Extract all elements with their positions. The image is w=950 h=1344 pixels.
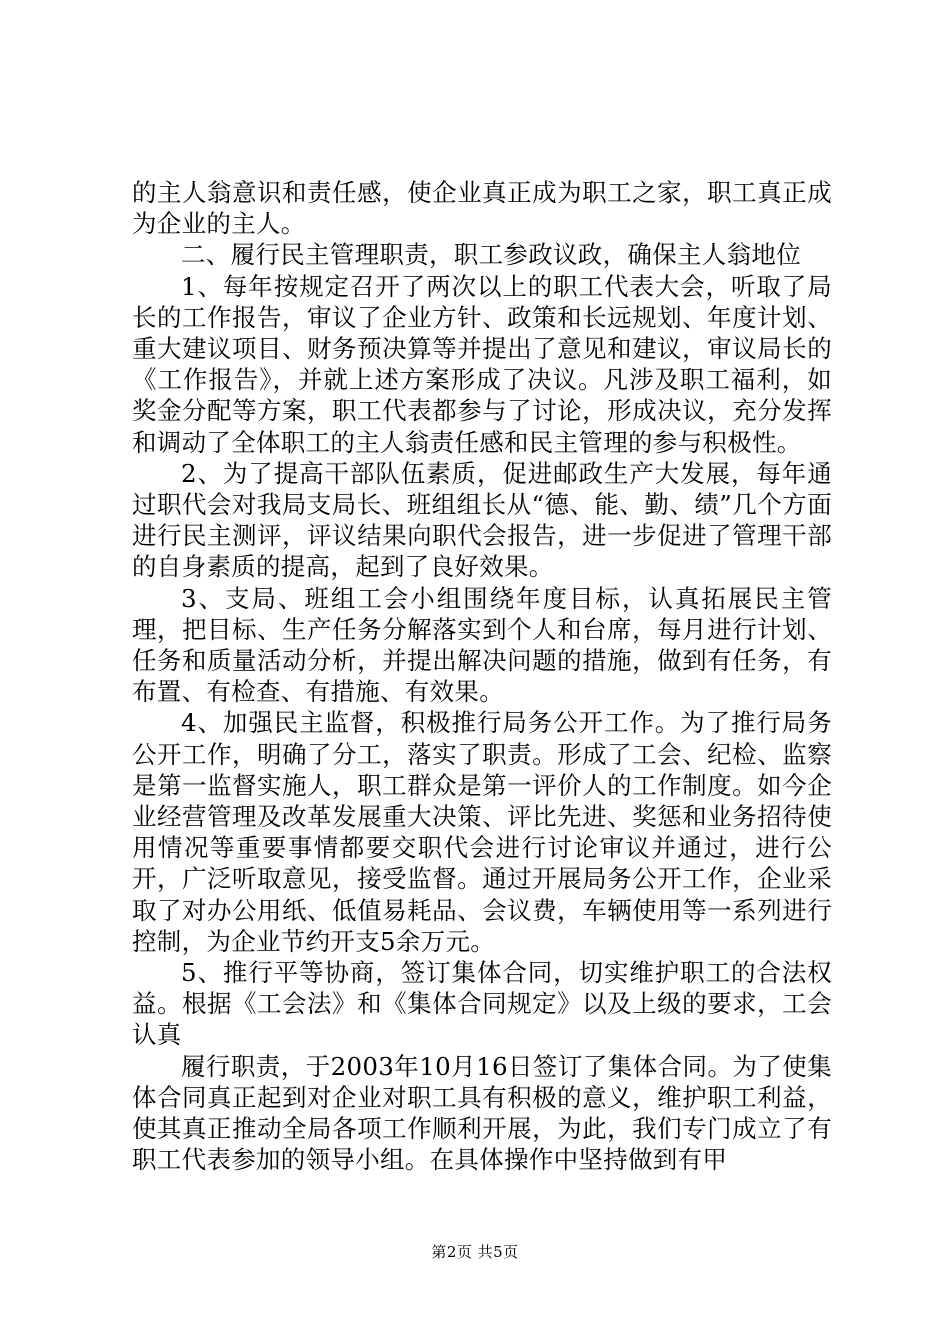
paragraph-item-1: 1、每年按规定召开了两次以上的职工代表大会，听取了局长的工作报告，审议了企业方针、政策和长远规划、年度计划、重大建议项目、财务预决算等并提出了意见和建议，审议局长的《工作报告》，并就上述方案形成了决议。凡涉及职工福利，如奖金分配等方案，职工代表都参与了讨论，形成决议，充分发挥和调动了全体职工的主人翁责任感和民主管理的参与积极性。 [132,271,832,457]
paragraph-item-4: 4、加强民主监督，积极推行局务公开工作。为了推行局务公开工作，明确了分工，落实了职责。形成了工会、纪检、监察是第一监督实施人，职工群众是第一评价人的工作制度。如今企业经营管理及改革发展重大决策、评比先进、奖惩和业务招待使用情况等重要事情都要交职代会进行讨论审议并通过，进行公开，广泛听取意见，接受监督。通过开展局务公开工作，企业采取了对办公用纸、低值易耗品、会议费，车辆使用等一系列进行控制，为企业节约开支5余万元。 [132,708,832,956]
paragraph-item-2: 2、为了提高干部队伍素质，促进邮政生产大发展，每年通过职代会对我局支局长、班组组长从“德、能、勤、绩”几个方面进行民主测评，评议结果向职代会报告，进一步促进了管理干部的自身素质的提高，起到了良好效果。 [132,458,832,582]
page-number-label: 第2页 共5页 [431,1243,519,1261]
document-body [132,177,832,1176]
paragraph-item-3: 3、支局、班组工会小组围绕年度目标，认真拓展民主管理，把目标、生产任务分解落实到个人和台席，每月进行计划、任务和质量活动分析，并提出解决问题的措施，做到有任务，有布置、有检查、有措施、有效果。 [132,583,832,707]
section-heading: 二、履行民主管理职责，职工参政议政，确保主人翁地位 [181,240,801,270]
paragraph-item-5: 5、推行平等协商，签订集体合同，切实维护职工的合法权益。根据《工会法》和《集体合同规定》以及上级的要求，工会认真 [132,958,832,1050]
paragraph-continuation: 的主人翁意识和责任感，使企业真正成为职工之家，职工真正成为企业的主人。 [132,178,832,239]
paragraph-item-5-continued: 履行职责，于2003年10月16日签订了集体合同。为了使集体合同真正起到对企业对职工具有积极的意义，维护职工利益，使其真正推动全局各项工作顺利开展，为此，我们专门成立了有职工代表参加的领导小组。在具体操作中坚持做到有甲 [132,1051,832,1175]
page-footer [0,1242,950,1262]
